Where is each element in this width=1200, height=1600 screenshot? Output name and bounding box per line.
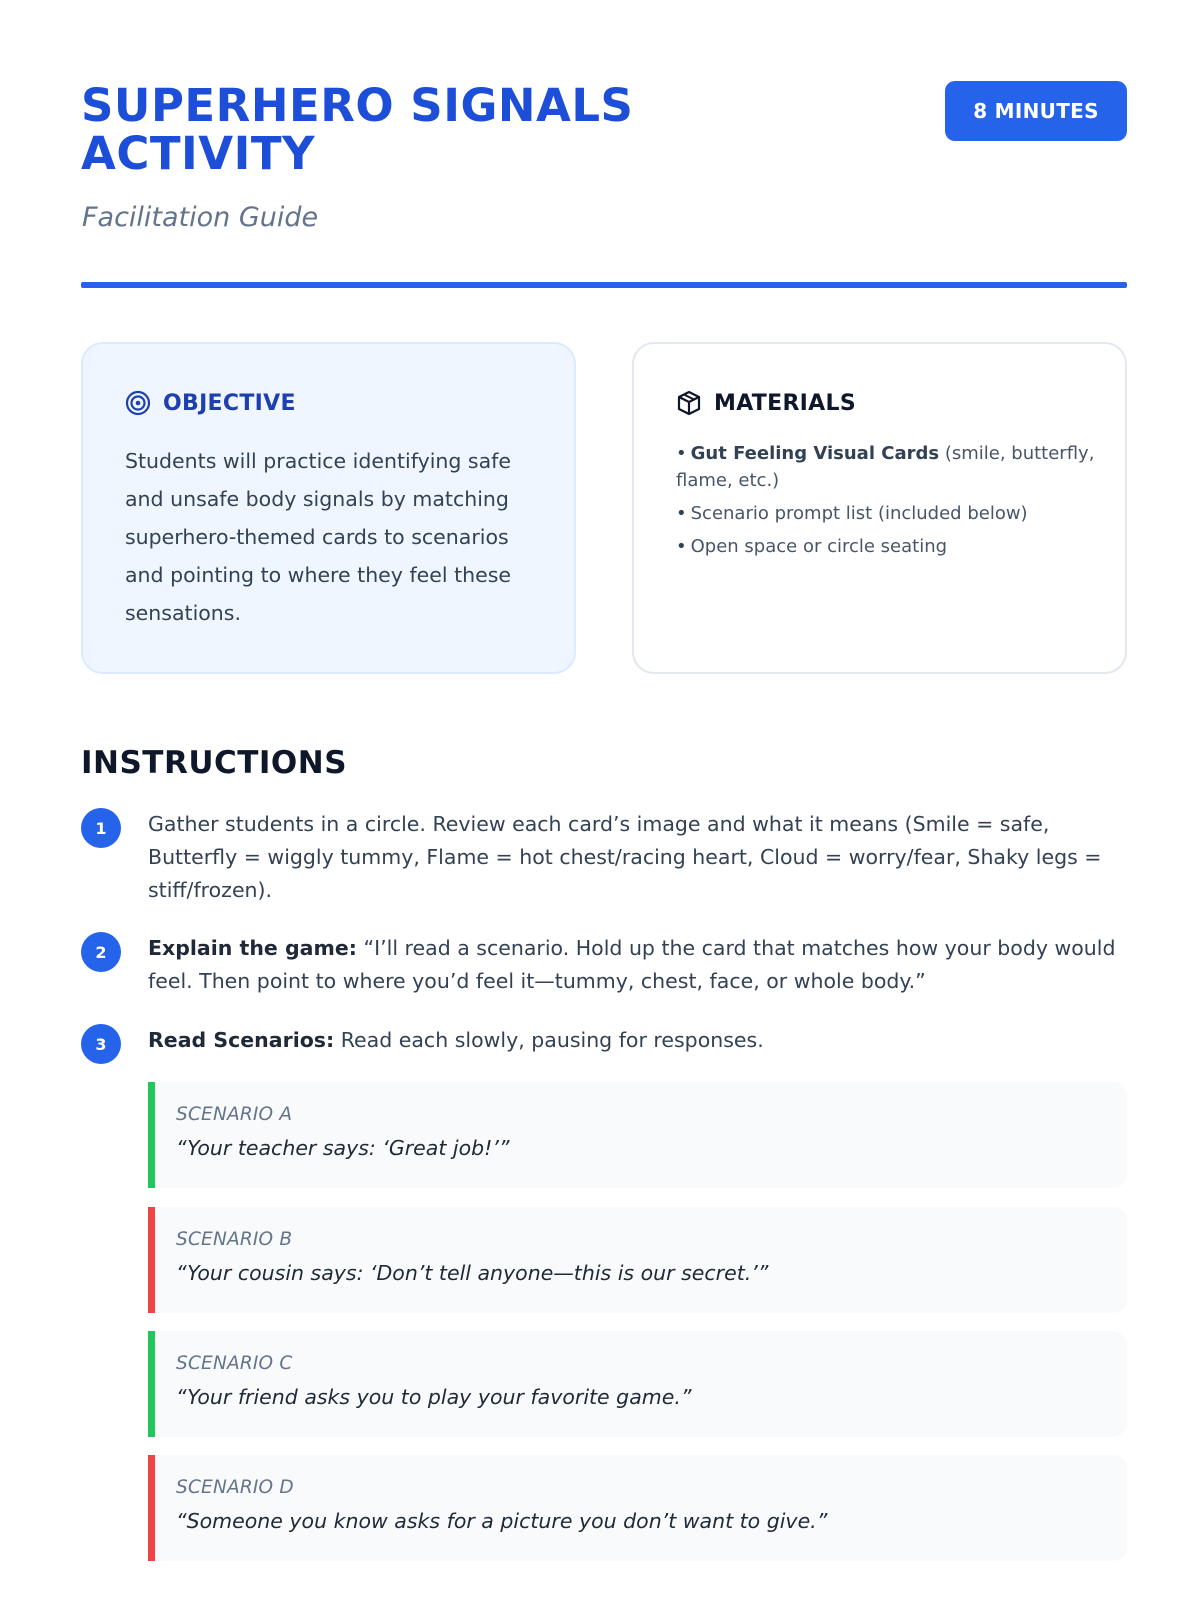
- scenario-quote: “Your cousin says: ‘Don’t tell anyone—this is our secret.’”: [176, 1261, 769, 1285]
- safe-indicator-bar: [148, 1331, 155, 1437]
- step-text: [148, 932, 1127, 998]
- objective-header: [125, 390, 296, 416]
- scenario-label: SCENARIO A: [176, 1104, 293, 1125]
- instructions-title: INSTRUCTIONS: [81, 745, 348, 781]
- step-body: Read each slowly, pausing for responses.: [334, 1028, 764, 1052]
- step-number: 2: [81, 932, 121, 972]
- facilitation-guide-page: [81, 0, 1127, 1533]
- materials-title: MATERIALS: [714, 390, 856, 416]
- list-item: • Gut Feeling Visual Cards (smile, butterfly, flame, etc.): [676, 443, 1095, 491]
- scenario-quote: “Someone you know asks for a picture you don’t want to give.”: [176, 1509, 828, 1533]
- step-body: “I’ll read a scenario. Hold up the card that matches how your body would feel. Then point to where you’d feel it—tummy, chest, face, or whole body.”: [148, 936, 1116, 993]
- step-number: 3: [81, 1024, 121, 1064]
- scenario-label: SCENARIO C: [176, 1353, 293, 1374]
- scenario-card-d: [148, 1455, 1127, 1561]
- page-title-line1: SUPERHERO SIGNALS: [81, 79, 634, 132]
- material-detail: Open space or circle seating: [690, 536, 948, 557]
- material-detail: (smile, butterfly, flame, etc.): [676, 443, 1095, 491]
- scenario-label: SCENARIO B: [176, 1229, 293, 1250]
- safe-indicator-bar: [148, 1082, 155, 1188]
- list-item: • Scenario prompt list (included below): [676, 503, 1028, 524]
- objective-card: [81, 342, 576, 674]
- scenario-quote: “Your friend asks you to play your favorite game.”: [176, 1385, 692, 1409]
- materials-header: [676, 390, 856, 416]
- scenario-card-a: [148, 1082, 1127, 1188]
- step-text: [148, 1024, 1127, 1057]
- info-cards: [81, 342, 1127, 674]
- objective-title: OBJECTIVE: [163, 390, 296, 416]
- list-item: • Open space or circle seating: [676, 536, 948, 557]
- step-lead: Read Scenarios:: [148, 1028, 335, 1052]
- header: [81, 0, 1127, 290]
- unsafe-indicator-bar: [148, 1207, 155, 1313]
- objective-text: Students will practice identifying safe and unsafe body signals by matching superhero-themed cards to scenarios and pointing to where they feel these sensations.: [125, 449, 512, 625]
- material-name: Gut Feeling Visual Cards: [690, 443, 940, 464]
- page-title-line2: ACTIVITY: [81, 127, 316, 180]
- materials-card: [632, 342, 1127, 674]
- page-subtitle: Facilitation Guide: [82, 202, 319, 233]
- scenario-label: SCENARIO D: [176, 1477, 294, 1498]
- step-text: Gather students in a circle. Review each card’s image and what it means (Smile = safe, Butterfly = wiggly tummy, Flame = hot chest/racing heart, Cloud = worry/fear, Shaky legs = stiff/frozen).: [148, 812, 1102, 902]
- step-lead: Explain the game:: [148, 936, 357, 960]
- package-icon: [676, 390, 702, 416]
- scenario-card-b: [148, 1207, 1127, 1313]
- unsafe-indicator-bar: [148, 1455, 155, 1561]
- scenario-quote: “Your teacher says: ‘Great job!’”: [176, 1136, 510, 1160]
- header-divider: [81, 282, 1127, 288]
- step-number: 1: [81, 808, 121, 848]
- scenario-card-c: [148, 1331, 1127, 1437]
- material-detail: Scenario prompt list (included below): [690, 503, 1028, 524]
- duration-badge: 8 MINUTES: [945, 81, 1127, 141]
- page-title: [81, 79, 781, 180]
- materials-list: [676, 440, 1096, 566]
- target-icon: [125, 390, 151, 416]
